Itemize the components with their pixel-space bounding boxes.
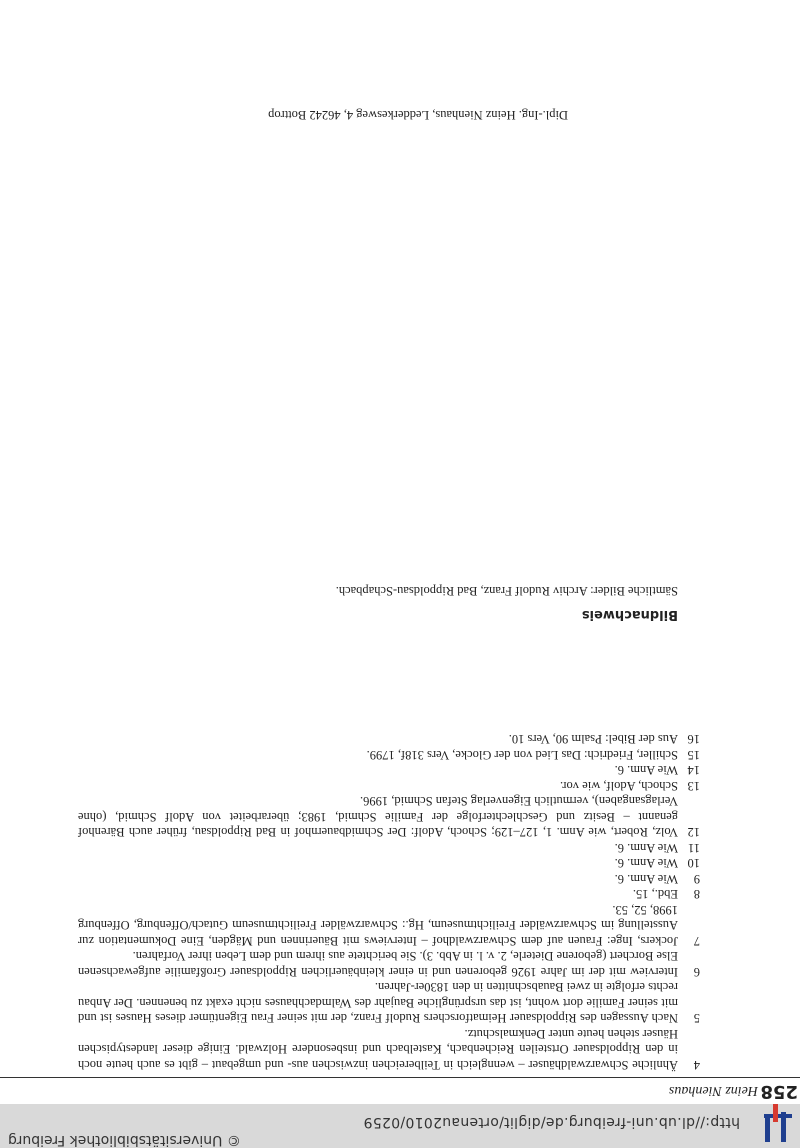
endnote-number: 16 [687, 732, 700, 747]
endnote-number: 6 [693, 965, 700, 979]
endnote-number: 11 [687, 841, 700, 855]
document-url[interactable]: http://dl.ub.uni-freiburg.de/diglit/ortenau2010/0259 [363, 1114, 740, 1130]
endnote-text: Wie Anm. 6. [614, 872, 678, 886]
endnote-item [78, 871, 700, 887]
endnote-item [78, 979, 700, 1026]
endnote-text: Schoch, Adolf, wie vor. [559, 779, 678, 793]
endnote-number: 8 [693, 887, 700, 902]
endnote-item [78, 762, 700, 778]
page-number: 258 [760, 1081, 798, 1102]
endnote-number: 12 [687, 825, 700, 840]
endnote-text: Interview mit der im Jahre 1926 geborenen und in einer kleinbäuerlichen Rippoldsauer Großfamilie aufgewachsenen Else Borchert (geborene Dieterle, 2. v. l. in Abb. 3). Sie berichtete aus ihrem und dem Leben ihrer Vorfahren. [78, 949, 678, 979]
endnotes-list [78, 731, 700, 1072]
endnote-text: Schiller, Friedrich: Das Lied von der Glocke, Vers 318f, 1799. [366, 748, 678, 762]
endnote-item [78, 778, 700, 794]
endnote-number: 13 [687, 779, 700, 793]
picture-credits-text: Sämtliche Bilder: Archiv Rudolf Franz, Bad Rippoldsau-Schapbach. [335, 584, 678, 598]
endnote-item [78, 793, 700, 840]
endnote-text: Aus der Bibel: Psalm 90, Vers 10. [508, 732, 678, 747]
university-logo-icon [756, 1104, 794, 1142]
endnote-text: Wie Anm. 6. [614, 856, 678, 871]
copyright-notice: © Universitätsbibliothek Freiburg [8, 1132, 241, 1148]
picture-credits-heading: Bildnachweis [581, 607, 678, 622]
endnote-number: 14 [687, 763, 700, 778]
endnote-item [78, 902, 700, 949]
running-head-author: Heinz Nienhaus [668, 1083, 758, 1098]
endnote-number: 10 [687, 856, 700, 871]
endnote-item [78, 840, 700, 856]
endnote-text: Nach Aussagen des Rippoldsauer Heimatforschers Rudolf Franz, der mit seiner Frau Eigentümer dieses Hauses ist und mit seiner Familie dort wohnt, ist das ursprüngliche Baujahr des Walmdachhauses nicht exakt zu benennen. Der Anbau rechts erfolgte in zwei Bauabschnitten in den 1830er-Jahren. [78, 980, 678, 1026]
endnote-item [78, 948, 700, 979]
endnote-item [78, 1026, 700, 1073]
endnote-number: 15 [687, 748, 700, 762]
endnote-text: Wie Anm. 6. [614, 841, 678, 855]
endnote-number: 4 [693, 1058, 700, 1072]
endnote-text: Volz, Robert, wie Anm. 1, 127–129; Schoch, Adolf: Der Schmidbauernhof in Bad Rippoldsau, früher auch Bärenhof genannt – Besitz und Geschlechterfolge der Familie Schmid, 1983; überarbeitet von Adolf Schmid, (ohne Verlagsangaben), vermutlich Eigenverlag Stefan Schmid, 1996. [78, 794, 678, 840]
endnote-item [78, 886, 700, 902]
endnote-number: 5 [693, 1011, 700, 1026]
endnote-text: Ebd., 15. [632, 887, 678, 902]
endnote-number: 7 [693, 934, 700, 948]
endnote-text: Ähnliche Schwarzwaldhäuser – wenngleich in Teilbereichen inzwischen aus- und umgebaut – gibt es auch heute noch in den Rippoldsauer Ortsteilen Reichenbach, Kastelbach und insbesondere Holzwald. Einige dieser landestypischen Häuser stehen heute unter Denkmalschutz. [78, 1027, 678, 1072]
author-address: Dipl.-Ing. Heinz Nienhaus, Ledderkesweg 4, 46242 Bottrop [268, 108, 568, 122]
running-head [0, 1077, 800, 1104]
endnote-item [78, 855, 700, 871]
viewer-header [0, 1104, 800, 1148]
endnote-text: Wie Anm. 6. [614, 763, 678, 778]
endnote-text: Jockers, Inge: Frauen auf dem Schwarzwaldhof – Interviews mit Bäuerinnen und Mägden, Eine Dokumentation zur Ausstellung im Schwarzwälder Freilichtmuseum, Hg.: Schwarzwälder Freilichtmuseum Gutach/Offenburg, Offenburg 1998, 52, 53. [78, 903, 678, 948]
endnote-item [78, 731, 700, 747]
endnote-item [78, 747, 700, 763]
endnote-number: 9 [693, 872, 700, 886]
